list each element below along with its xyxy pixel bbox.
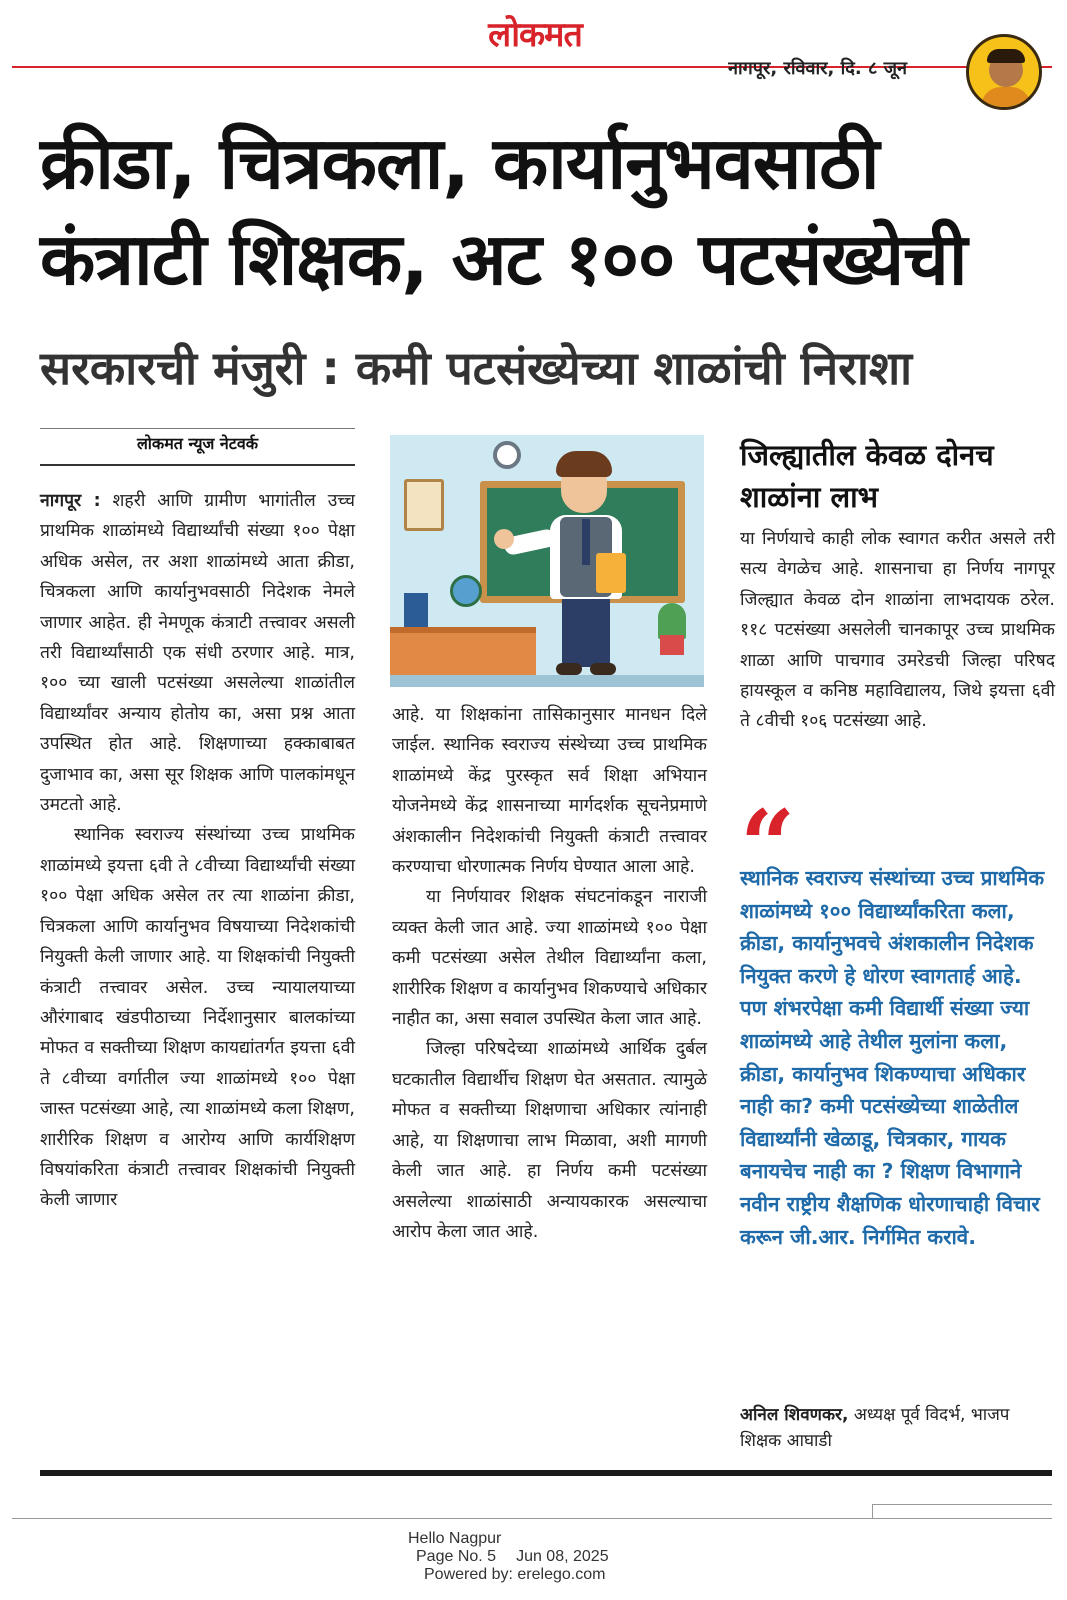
footer [380,1530,680,1584]
masthead [0,0,1067,79]
teacher-shoe [556,663,582,675]
article-paragraph: जिल्हा परिषदेच्या शाळांमध्ये आर्थिक दुर्बल घटकातील विद्यार्थीच शिक्षण घेत असतात. त्यामुळे मोफत व सक्तीच्या शिक्षणाचा अधिकार त्यांनाही आहे, या शिक्षणाचा लाभ मिळावा, अशी मागणी केली जात आहे. हा निर्णय कमी पटसंख्या असलेल्या शाळांसाठी अन्यायकारक असल्याचा आरोप केला जात आहे. [392,1039,707,1242]
footer-powered: Powered by: erelego.com [424,1566,606,1583]
teacher-classroom-illustration [390,435,704,687]
footer-page: Page No. 5 [416,1548,497,1565]
books-icon [404,593,428,627]
byline-rule-bottom [40,464,355,466]
article-paragraph: आहे. या शिक्षकांना तासिकानुसार मानधन दिले जाईल. स्थानिक स्वराज्य संस्थेच्या उच्च प्राथमिक शाळांमध्ये केंद्र पुरस्कृत सर्व शिक्षा अभियान योजनेमध्ये केंद्र शासनाच्या मार्गदर्शक सूचनेप्रमाणे अंशकालीन निदेशकांची नियुक्ती कंत्राटी तत्त्वावर करण्याचा धोरणात्मक निर्णय घेण्यात आला आहे. [392,705,707,878]
teacher-legs [562,597,610,667]
teacher-shoe [590,663,616,675]
badge-hair [987,49,1025,63]
bottom-thin-rule [12,1518,1052,1519]
byline-rule-top [40,428,355,429]
footer-date: Jun 08, 2025 [516,1548,609,1565]
dateline: नागपूर, रविवार, दि. ८ जून [728,58,907,79]
article-column-2 [392,700,707,1247]
quote-author-role: अध्यक्ष पूर्व विदर्भ, भाजप शिक्षक आघाडी [740,1405,1010,1451]
article-column-1 [40,486,355,1216]
article-text: शहरी आणि ग्रामीण भागांतील उच्च प्राथमिक शाळांमध्ये विद्यार्थ्यांची संख्या १०० पेक्षा अधिक असेल, तर अशा शाळांमध्ये आता क्रीडा, चित्रकला आणि कार्यानुभवसाठी निदेशक नेमले जाणार आहेत. ही नेमणूक कंत्राटी तत्त्वावर असली तरी विद्यार्थ्यांसाठी एक संधी ठरणार आहे. मात्र, १०० च्या खाली पटसंख्या असलेल्या शाळांतील विद्यार्थ्यांवर अन्याय होतोय का, असा प्रश्न आता उपस्थित होत आहे. शिक्षणाच्या हक्काबाबत दुजाभाव का, असा सूर शिक्षक आणि पालकांमधून उमटतो आहे. [40,491,355,816]
teacher-hair [556,451,612,477]
plant-pot [660,635,684,655]
footer-site: Hello Nagpur [408,1530,502,1547]
sidebar-body [740,524,1055,737]
floor [390,675,704,687]
clipboard-icon [404,479,444,531]
sidebar-paragraph: या निर्णयाचे काही लोक स्वागत करीत असले तरी सत्य वेगळेच आहे. शासनाचा हा निर्णय नागपूर जिल्ह्यात केवळ दोन शाळांना लाभदायक ठरेल. ११८ पटसंख्या असलेली चानकापूर उच्च प्राथमिक शाळा आणि पाचगाव उमरेडची जिल्हा परिषद हायस्कूल व कनिष्ठ महाविद्यालय, जिथे इयत्ता ६वी ते ८वीची १०६ पटसंख्या आहे. [740,529,1055,732]
clock-icon [493,441,521,469]
plant-icon [658,603,686,639]
article-paragraph [40,486,355,820]
headline-line-2: कंत्राटी शिक्षक, अट १०० पटसंख्येची [40,217,967,301]
desk [390,627,536,677]
badge-shirt [981,87,1031,110]
subheadline: सरकारची मंजुरी : कमी पटसंख्येच्या शाळांची निराशा [40,341,913,395]
profile-badge-icon [966,34,1042,110]
quote-mark-icon: “ [740,789,796,902]
teacher-hand [494,529,514,549]
headline-line-1: क्रीडा, चित्रकला, कार्यानुभवसाठी [40,121,879,205]
quote-author-name: अनिल शिवणकर, [740,1405,849,1425]
pull-quote: स्थानिक स्वराज्य संस्थांच्या उच्च प्राथमिक शाळांमध्ये १०० विद्यार्थ्यांकरिता कला, क्रीडा, कार्यानुभवचे अंशकालीन निदेशक नियुक्त करणे हे धोरण स्वागतार्ह आहे. पण शंभरपेक्षा कमी विद्यार्थी संख्या ज्या शाळांमध्ये आहे तेथील मुलांना कला, क्रीडा, कार्यानुभव शिकण्याचा अधिकार नाही का? कमी पटसंख्येच्या शाळेतील विद्यार्थ्यांनी खेळाडू, चित्रकार, गायक बनायचेच नाही का ? शिक्षण विभागाने नवीन राष्ट्रीय शैक्षणिक धोरणाचाही विचार करून जी.आर. निर्गमित करावे. [740,866,1045,1249]
bottom-box [872,1504,1052,1518]
byline: लोकमत न्यूज नेटवर्क [136,434,259,453]
article-paragraph: या निर्णयावर शिक्षक संघटनांकडून नाराजी व्यक्त केली जात आहे. ज्या शाळांमध्ये १०० पेक्षा कमी पटसंख्या असेल तेथील विद्यार्थ्यांना कला, शारीरिक शिक्षण व कार्यानुभव शिकण्याचे अधिकार नाहीत का, असा सवाल उपस्थित केला जात आहे. [392,887,707,1030]
bottom-rule [40,1470,1052,1476]
teacher-tie [582,519,590,565]
teacher-book [596,553,626,593]
footer-page-line [380,1548,680,1566]
sidebar-heading: जिल्ह्यातील केवळ दोनच शाळांना लाभ [740,438,994,514]
quote-author [740,1402,1050,1454]
globe-icon [450,575,482,607]
newspaper-logo: लोकमत [488,15,582,55]
article-paragraph: स्थानिक स्वराज्य संस्थांच्या उच्च प्राथमिक शाळांमध्ये इयत्ता ६वी ते ८वीच्या विद्यार्थ्यांची संख्या १०० पेक्षा अधिक असेल तर त्या शाळांना क्रीडा, चित्रकला आणि कार्यानुभव विषयाच्या निदेशकांची नियुक्ती केली जाणार आहे. या शिक्षकांची नियुक्ती कंत्राटी तत्त्वावर असेल. उच्च न्यायालयाच्या औरंगाबाद खंडपीठाच्या निर्देशानुसार बालकांच्या मोफत व सक्तीच्या शिक्षण कायद्यांतर्गत इयत्ता ६वी ते ८वीच्या वर्गातील ज्या शाळांमध्ये १०० पेक्षा जास्त पटसंख्या आहे, त्या शाळांमध्ये कला शिक्षण, शारीरिक शिक्षण व आरोग्य आणि कार्यशिक्षण विषयांकरिता कंत्राटी तत्त्वावर शिक्षकांची नियुक्ती केली जाणार [40,825,355,1211]
dateline-place: नागपूर : [40,491,101,511]
